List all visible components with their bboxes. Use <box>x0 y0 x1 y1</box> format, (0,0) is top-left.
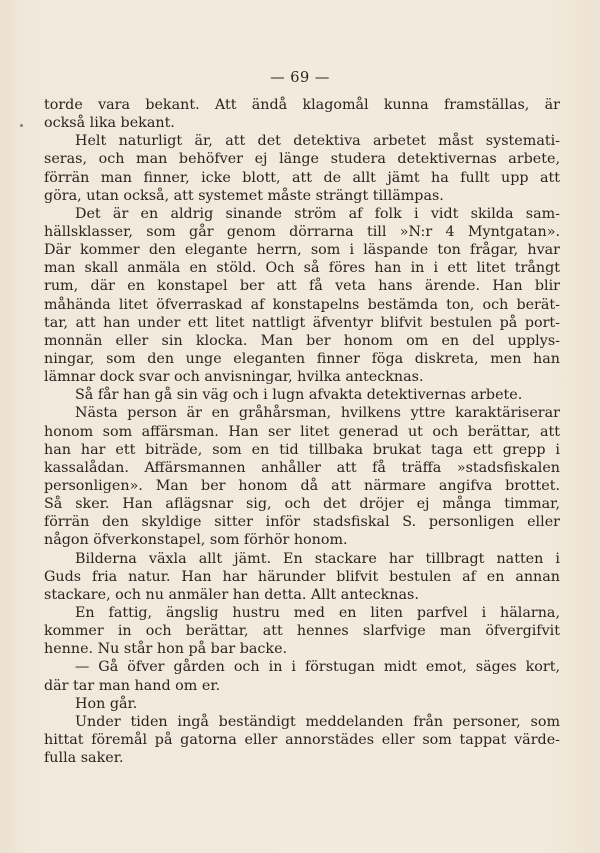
margin-speck <box>20 124 23 127</box>
text-line: kommer in och berättar, att hennes slarfvige man öfvergifvit <box>44 623 560 640</box>
text-line: Så sker. Han aflägsnar sig, och det dröjer ej många timmar, <box>44 496 560 513</box>
page-number: — 69 — <box>270 70 330 86</box>
body-text <box>44 96 560 767</box>
text-line: man skall anmäla en stöld. Och så föres han in i ett litet trångt <box>44 260 560 277</box>
text-line: också lika bekant. <box>44 115 175 132</box>
text-line: Nästa person är en gråhårsman, hvilkens yttre karaktäriserar <box>75 405 560 422</box>
text-line: stackare, och nu anmäler han detta. Allt antecknas. <box>44 586 419 603</box>
text-line: lämnar dock svar och anvisningar, hvilka antecknas. <box>44 369 424 386</box>
text-line: honom som affärsman. Han ser litet generad ut och berättar, att <box>44 423 560 440</box>
text-line: där tar man hand om er. <box>44 677 221 694</box>
text-line: personligen». Man ber honom då att närmare angifva brottet. <box>44 477 560 494</box>
text-line: tar, att han under ett litet nattligt äfventyr blifvit bestulen på port- <box>44 314 560 331</box>
text-line: någon öfverkonstapel, som förhör honom. <box>44 532 348 549</box>
text-line: torde vara bekant. Att ändå klagomål kunna framställas, är <box>44 97 560 113</box>
text-line: förrän man finner, icke blott, att de allt jämt ha fullt upp att <box>44 169 560 186</box>
text-line: måhända litet öfverraskad af konstapelns bestämda ton, och berät- <box>44 296 560 313</box>
text-line: han har ett biträde, som en tid tillbaka brukat taga ett grepp i <box>44 441 560 458</box>
text-line: Så får han gå sin väg och i lugn afvakta detektivernas arbete. <box>75 387 523 404</box>
text-line: En fattig, ängslig hustru med en liten parfvel i hälarna, <box>75 604 560 621</box>
text-line: Guds fria natur. Han har härunder blifvit bestulen af en annan <box>44 568 560 585</box>
text-line: kassalådan. Affärsmannen anhåller att få träffa »stadsfiskalen <box>44 459 560 476</box>
text-line: hällsklasser, som går genom dörrarna till »N:r 4 Myntgatan». <box>44 223 560 240</box>
text-line: ningar, som den unge eleganten finner föga diskreta, men han <box>44 350 560 367</box>
text-line: Under tiden ingå beständigt meddelanden från personer, som <box>75 713 560 730</box>
text-line: rum, där en konstapel ber att få veta hans ärende. Han blir <box>44 278 560 295</box>
text-line: Det är en aldrig sinande ström af folk i vidt skilda sam- <box>75 205 560 222</box>
text-line: hittat föremål på gatorna eller annorstädes eller som tappat värde- <box>44 731 560 748</box>
text-line: Bilderna växla allt jämt. En stackare har tillbragt natten i <box>75 550 560 567</box>
text-line: Helt naturligt är, att det detektiva arbetet måst systemati- <box>75 133 560 150</box>
text-line: Där kommer den elegante herrn, som i läspande ton frågar, hvar <box>44 242 560 259</box>
text-line: — Gå öfver gården och in i förstugan midt emot, säges kort, <box>75 659 560 676</box>
text-line: göra, utan också, att systemet måste strängt tillämpas. <box>44 187 444 204</box>
text-line: fulla saker. <box>44 750 124 767</box>
text-line: Hon går. <box>75 695 138 712</box>
text-line: henne. Nu står hon på bar backe. <box>44 641 288 658</box>
text-line: monnän eller sin klocka. Man ber honom om en del upplys- <box>44 332 560 349</box>
text-line: förrän den skyldige sitter inför stadsfiskal S. personligen eller <box>44 514 560 531</box>
text-line: seras, och man behöfver ej länge studera detektivernas arbete, <box>44 151 560 168</box>
